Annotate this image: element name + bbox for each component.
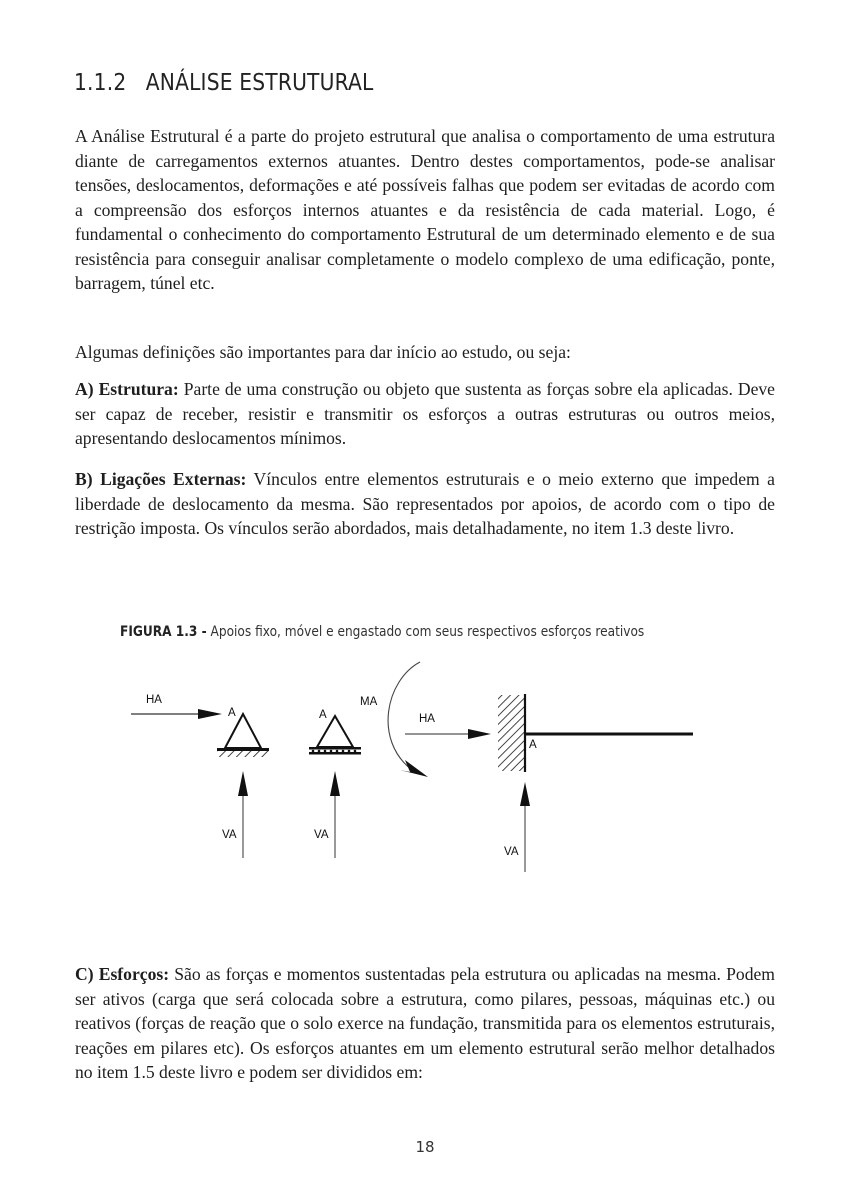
definition-term: C) Esforços:	[75, 964, 170, 984]
definition-term: A) Estrutura:	[75, 379, 179, 399]
va-label: VA	[504, 846, 519, 858]
intro-paragraph: A Análise Estrutural é a parte do projeto estrutural que analisa o comportamento de uma estrutura diante de carregamentos externos atuantes. Dentro destes comportamentos, pode-se analisar tensões, deslocamentos, deformações e até possíveis falhas que podem ser evitadas de acordo com a compreensão dos esforços internos atuantes e da resistência de cada material. Logo, é fundamental o conhecimento do comportamento Estrutural de um determinado elemento e de sua resistência para conseguir analisar completamente o modelo complexo de uma edificação, ponte, barragem, túnel etc.	[75, 126, 775, 293]
node-label: A	[319, 709, 327, 721]
va-label: VA	[222, 829, 237, 841]
va-label: VA	[314, 829, 329, 841]
definition-text: Vínculos entre elementos estruturais e o meio externo que impedem a liberdade de deslocamento da mesma. São representados por apoios, de acordo com o tipo de restrição imposta. Os vínculos serão abordados, mais detalhadamente, no item 1.3 deste livro.	[75, 469, 775, 538]
figure-caption-text: Apoios fixo, móvel e engastado com seus respectivos esforços reativos	[210, 624, 645, 640]
page-number: 18	[415, 1138, 435, 1156]
figure-caption	[120, 624, 644, 640]
section-title: ANÁLISE ESTRUTURAL	[145, 70, 374, 96]
definition-text: São as forças e momentos sustentadas pela estrutura ou aplicadas na mesma. Podem ser ativos (carga que será colocada sobre a estrutura, como pilares, pessoas, máquinas etc.) ou reativos (forças de reação que o solo exerce na fundação, transmitida para os elementos estruturais, reações em pilares etc). Os esforços atuantes em um elemento estrutural serão melhor detalhados no item 1.5 deste livro e podem ser divididos em:	[75, 964, 775, 1082]
arrow-up-icon	[238, 771, 248, 796]
definitions-intro-paragraph: Algumas definições são importantes para dar início ao estudo, ou seja:	[75, 342, 571, 362]
figure-label: FIGURA 1.3 -	[120, 624, 207, 640]
arrow-right-icon	[468, 729, 491, 739]
section-heading	[74, 70, 373, 96]
roller-support	[309, 709, 361, 858]
definition-esforcos	[75, 962, 775, 1085]
node-label: A	[529, 739, 537, 751]
arrow-up-icon	[330, 771, 340, 796]
definition-term: B) Ligações Externas:	[75, 469, 247, 489]
supports-diagram	[0, 650, 850, 880]
definition-ligacoes-externas	[75, 467, 775, 541]
fixed-pin-support	[131, 694, 269, 858]
section-number: 1.1.2	[74, 70, 127, 96]
definition-estrutura	[75, 377, 775, 451]
ha-label: HA	[419, 713, 435, 725]
node-label: A	[228, 707, 236, 719]
arrow-up-icon	[520, 782, 530, 806]
ha-label: HA	[146, 694, 162, 706]
definition-text: Parte de uma construção ou objeto que sustenta as forças sobre ela aplicadas. Deve ser capaz de receber, resistir e transmitir os esforços a outras estruturas ou outros meios, apresentando deslocamentos mínimos.	[75, 379, 775, 448]
arrow-right-icon	[198, 709, 222, 719]
clamped-support	[360, 662, 693, 872]
ma-label: MA	[360, 696, 378, 708]
